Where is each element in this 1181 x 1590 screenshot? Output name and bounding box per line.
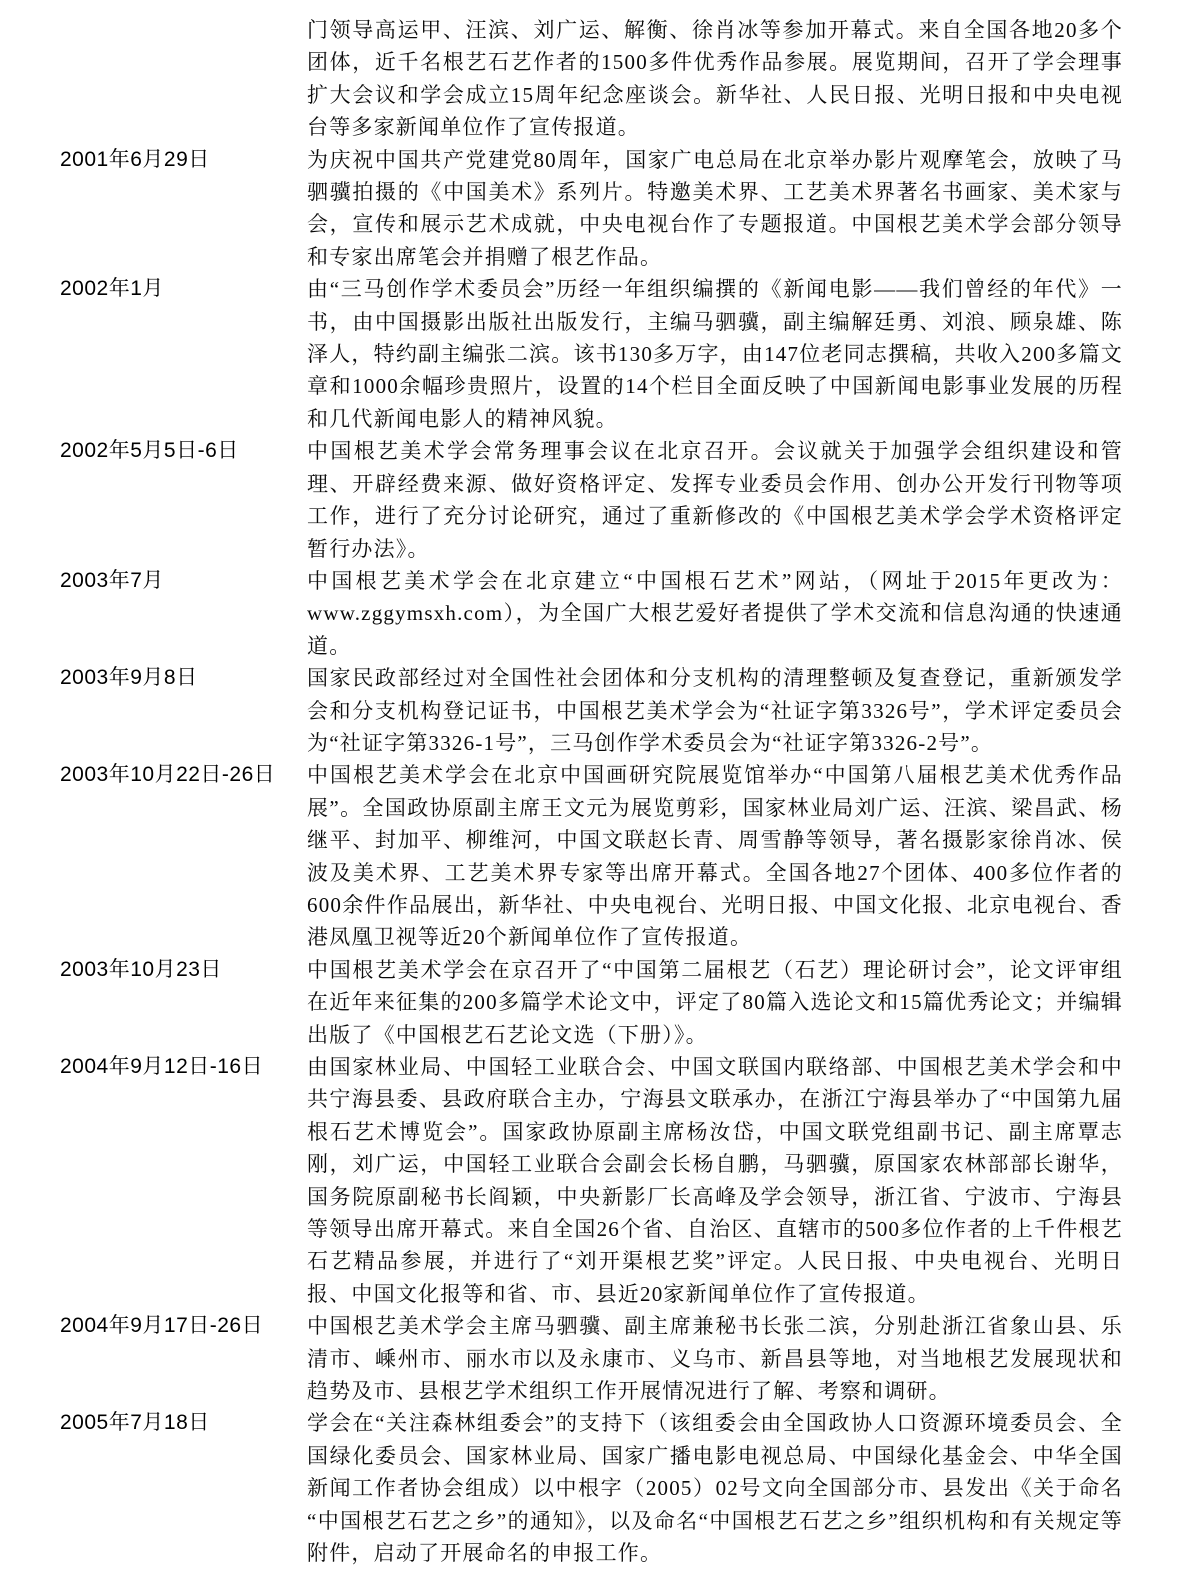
entry-text: 中国根艺美术学会在北京建立“中国根石艺术”网站，（网址于2015年更改为：www.zggymsxh.com），为全国广大根艺爱好者提供了学术交流和信息沟通的快速通道。 (307, 568, 1123, 658)
entry-text: 为庆祝中国共产党建党80周年，国家广电总局在北京举办影片观摩笔会，放映了马驷骥拍摄的《中国美术》系列片。特邀美术界、工艺美术界著名书画家、美术家与会，宣传和展示艺术成就，中央电视台作了专题报道。中国根艺美术学会部分领导和专家出席笔会并捐赠了根艺作品。 (307, 147, 1123, 269)
entry-text: 由国家林业局、中国轻工业联合会、中国文联国内联络部、中国根艺美术学会和中共宁海县委、县政府联合主办，宁海县文联承办，在浙江宁海县举办了“中国第九届根石艺术博览会”。国家政协原副主席杨汝岱，中国文联党组副书记、副主席覃志刚，刘广运，中国轻工业联合会副会长杨自鹏，马驷骥，原国家农林部部长谢华，国务院原副秘书长阎颖，中央新影厂长高峰及学会领导，浙江省、宁波市、宁海县等领导出席开幕式。来自全国26个省、自治区、直辖市的500多位作者的上千件根艺石艺精品参展，并进行了“刘开渠根艺奖”评定。人民日报、中央电视台、光明日报、中国文化报等和省、市、县近20家新闻单位作了宣传报道。 (307, 1055, 1123, 1306)
entry-date: 2005年7月18日 (60, 1411, 210, 1435)
timeline-entry (60, 565, 1123, 662)
entry-date: 2003年9月8日 (60, 666, 198, 690)
entry-date: 2001年6月29日 (60, 147, 210, 171)
timeline-entry (60, 954, 1123, 1051)
entry-text: 由“三马创作学术委员会”历经一年组织编撰的《新闻电影——我们曾经的年代》一书，由中国摄影出版社出版发行，主编马驷骥，副主编解廷勇、刘浪、顾泉雄、陈泽人，特约副主编张二滨。该书130多万字，由147位老同志撰稿，共收入200多篇文章和1000余幅珍贵照片，设置的14个栏目全面反映了中国新闻电影事业发展的历程和几代新闻电影人的精神风貌。 (307, 277, 1123, 431)
timeline-entry (60, 14, 1123, 144)
entry-text: 学会在“关注森林组委会”的支持下（该组委会由全国政协人口资源环境委员会、全国绿化委员会、国家林业局、国家广播电影电视总局、中国绿化基金会、中华全国新闻工作者协会组成）以中根字（2005）02号文向全国部分市、县发出《关于命名“中国根艺石艺之乡”的通知》，以及命名“中国根艺石艺之乡”组织机构和有关规定等附件，启动了开展命名的申报工作。 (307, 1411, 1123, 1566)
entry-date: 2002年5月5日-6日 (60, 439, 239, 463)
timeline-entry (60, 1407, 1123, 1569)
entry-text: 中国根艺美术学会常务理事会议在北京召开。会议就关于加强学会组织建设和管理、开辟经费来源、做好资格评定、发挥专业委员会作用、创办公开发行刊物等项工作，进行了充分讨论研究，通过了重新修改的《中国根艺美术学会学术资格评定暂行办法》。 (307, 439, 1123, 561)
timeline-entry (60, 144, 1123, 274)
entry-text: 中国根艺美术学会在北京中国画研究院展览馆举办“中国第八届根艺美术优秀作品展”。全国政协原副主席王文元为展览剪彩，国家林业局刘广运、汪滨、梁昌武、杨继平、封加平、柳维河，中国文联赵长青、周雪静等领导，著名摄影家徐肖冰、侯波及美术界、工艺美术界专家等出席开幕式。全国各地27个团体、400多位作者的600余件作品展出，新华社、中央电视台、光明日报、中国文化报、北京电视台、香港凤凰卫视等近20个新闻单位作了宣传报道。 (307, 763, 1123, 950)
entry-date: 2003年10月22日-26日 (60, 763, 276, 787)
timeline-entry (60, 1051, 1123, 1310)
entry-date: 2002年1月 (60, 277, 164, 301)
entry-text: 国家民政部经过对全国性社会团体和分支机构的清理整顿及复查登记，重新颁发学会和分支机构登记证书，中国根艺美术学会为“社证字第3326号”，学术评定委员会为“社证字第3326-1号”，三马创作学术委员会为“社证字第3326-2号”。 (307, 666, 1123, 755)
entry-text: 门领导高运甲、汪滨、刘广运、解衡、徐肖冰等参加开幕式。来自全国各地20多个团体，近千名根艺石艺作者的1500多件优秀作品参展。展览期间，召开了学会理事扩大会议和学会成立15周年纪念座谈会。新华社、人民日报、光明日报和中央电视台等多家新闻单位作了宣传报道。 (307, 18, 1123, 140)
timeline-entry (60, 759, 1123, 953)
entry-date: 2003年10月23日 (60, 957, 222, 981)
timeline-entry (60, 435, 1123, 565)
entry-date: 2004年9月17日-26日 (60, 1314, 264, 1338)
timeline (60, 14, 1123, 1570)
entry-date: 2004年9月12日-16日 (60, 1055, 264, 1078)
entry-text: 中国根艺美术学会在京召开了“中国第二届根艺（石艺）理论研讨会”，论文评审组在近年来征集的200多篇学术论文中，评定了80篇入选论文和15篇优秀论文；并编辑出版了《中国根艺石艺论文选（下册）》。 (307, 957, 1123, 1047)
timeline-entry (60, 662, 1123, 759)
timeline-entry (60, 1310, 1123, 1407)
timeline-entry (60, 273, 1123, 435)
entry-text: 中国根艺美术学会主席马驷骥、副主席兼秘书长张二滨，分别赴浙江省象山县、乐清市、嵊州市、丽水市以及永康市、义乌市、新昌县等地，对当地根艺发展现状和趋势及市、县根艺学术组织工作开展情况进行了解、考察和调研。 (307, 1314, 1123, 1404)
entry-date: 2003年7月 (60, 568, 164, 592)
